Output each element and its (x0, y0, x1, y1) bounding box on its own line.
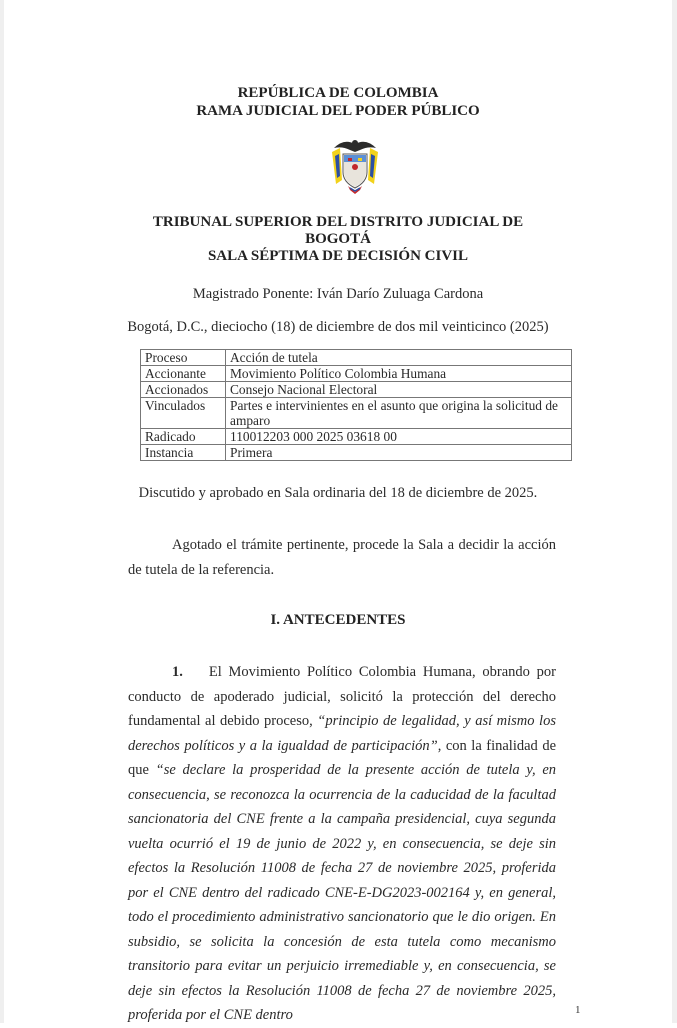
magistrado-ponente: Magistrado Ponente: Iván Darío Zuluaga Cardona (192, 286, 484, 302)
table-row (141, 382, 572, 398)
header-rama-judicial: RAMA JUDICIAL DEL PODER PÚBLICO (196, 103, 480, 119)
colombia-coat-of-arms-icon (326, 136, 384, 196)
table-row (141, 366, 572, 382)
paragraph-quote: “principio de legalidad, y así mismo los derechos políticos y a la igualdad de participación” (128, 713, 556, 754)
table-key: Accionados (141, 382, 226, 398)
paragraph-quote: “se declare la prosperidad de la presente acción de tutela y, en consecuencia, se reconozca la ocurrencia de la caducidad de la facultad sancionatoria del CNE frente a la campaña presidencial, cuya segunda vuelta ocurrió el 19 de junio de 2022 y, en consecuencia, se deje sin efectos la Resolución 11008 de fecha 27 de noviembre 2025, proferida por el CNE dentro del radicado CNE-E-DG2023-002164 y, en general, todo el procedimiento administrativo sancionatorio que le dio origen. En subsidio, se solicita la concesión de esta tutela como mecanismo transitorio para evitar un perjuicio irremediable y, en consecuencia, se deje sin efectos la Resolución 11008 de fecha 27 de noviembre 2025, proferida por el CNE dentro (128, 762, 557, 1023)
table-value: Consejo Nacional Electoral (226, 382, 572, 398)
table-row (141, 350, 572, 366)
paragraph-1 (128, 660, 556, 1028)
approval-note: Discutido y aprobado en Sala ordinaria del 18 de diciembre de 2025. (138, 485, 538, 501)
reference-table (140, 349, 572, 461)
table-key: Radicado (141, 429, 226, 445)
document-page (4, 0, 672, 1023)
page-number: 1 (575, 1004, 581, 1016)
table-row (141, 429, 572, 445)
table-value: Movimiento Político Colombia Humana (226, 366, 572, 382)
table-value: Partes e intervinientes en el asunto que origina la solicitud de amparo (226, 398, 572, 429)
header-republic: REPÚBLICA DE COLOMBIA (237, 85, 439, 101)
tribunal-title-line1: TRIBUNAL SUPERIOR DEL DISTRITO JUDICIAL DE (152, 214, 524, 230)
tribunal-title-line2: BOGOTÁ (305, 231, 371, 247)
paragraph-text: , con la finalidad de que (128, 737, 556, 778)
table-value: Primera (226, 445, 572, 461)
table-row (141, 398, 572, 429)
paragraph-number: 1. (172, 664, 183, 680)
table-key: Instancia (141, 445, 226, 461)
intro-paragraph: Agotado el trámite pertinente, procede la Sala a decidir la acción de tutela de la referencia. (128, 537, 556, 578)
section-heading-antecedentes: I. ANTECEDENTES (270, 612, 406, 628)
table-row (141, 445, 572, 461)
table-value: Acción de tutela (226, 350, 572, 366)
viewer-scrollbar[interactable] (672, 0, 677, 1023)
document-date: Bogotá, D.C., dieciocho (18) de diciembre de dos mil veinticinco (2025) (127, 319, 549, 335)
table-key: Vinculados (141, 398, 226, 429)
table-key: Accionante (141, 366, 226, 382)
paragraph-text: El Movimiento Político Colombia Humana, obrando por conducto de apoderado judicial, solicitó la protección del derecho fundamental al debido proceso, (128, 664, 556, 729)
table-key: Proceso (141, 350, 226, 366)
table-value: 110012203 000 2025 03618 00 (226, 429, 572, 445)
sala-title: SALA SÉPTIMA DE DECISIÓN CIVIL (207, 248, 469, 264)
